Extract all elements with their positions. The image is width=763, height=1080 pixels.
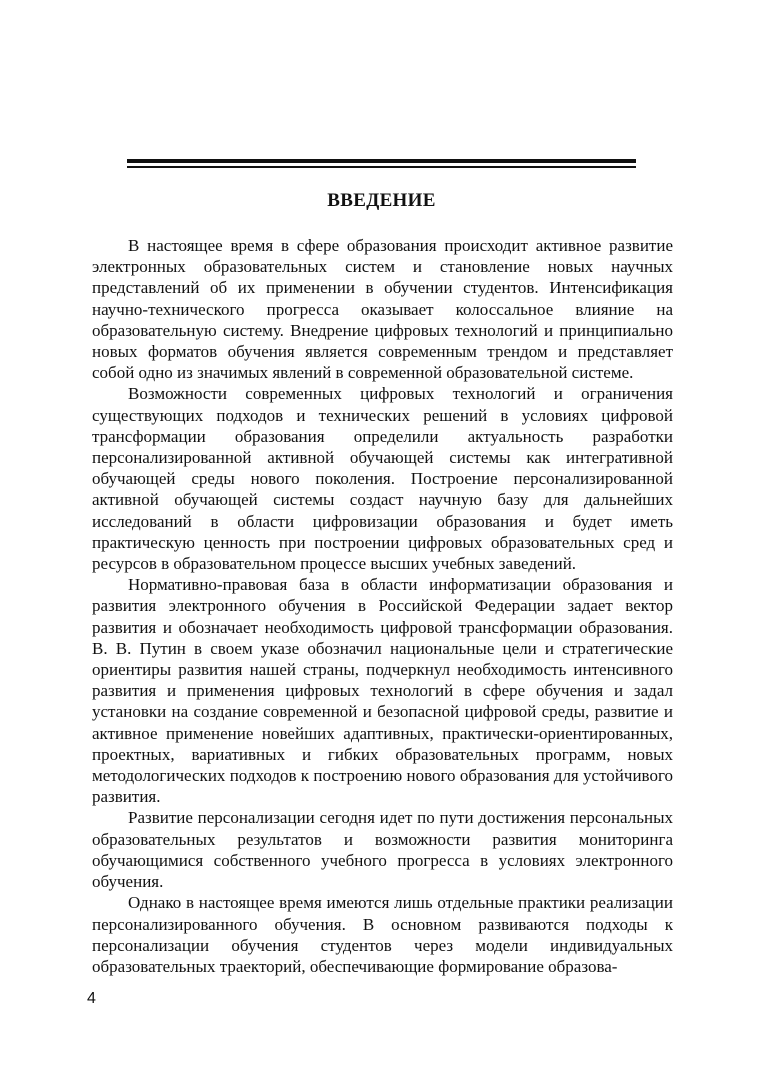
paragraph: Возможности современных цифровых технологий и ограничения существующих подходов и технических решений в условиях цифровой трансформации образования определили актуальность разработки персонализированной активной обучающей системы как интегративной обучающей среды нового поколения. Построение персонализированной активной обучающей системы создаст научную базу для дальнейших исследований в области цифровизации образования и будет иметь практическую ценность при построении цифровых образовательных сред и ресурсов в образовательном процессе высших учебных заведений. bbox=[92, 384, 673, 574]
paragraph: Нормативно-правовая база в области информатизации образования и развития электронного обучения в Российской Федерации задает вектор развития и обозначает необходимость цифровой трансформации образования. В. В. Путин в своем указе обозначил национальные цели и стратегические ориентиры развития нашей страны, подчеркнул необходимость интенсивного развития и применения цифровых технологий в сфере обучения и задал установки на создание современной и безопасной цифровой среды, развитие и активное применение новейших адаптивных, практически-ориентированных, проектных, вариативных и гибких образовательных программ, новых методологических подходов к построению нового образования для устойчивого развития. bbox=[92, 575, 673, 807]
header-rule-thick bbox=[127, 159, 636, 163]
paragraph: Однако в настоящее время имеются лишь отдельные практики реализации персонализированного обучения. В основном развиваются подходы к персонализации обучения студентов через модели индивидуальных образовательных траекторий, обеспечивающие формирование образова- bbox=[92, 893, 673, 976]
paragraph: В настоящее время в сфере образования происходит активное развитие электронных образовательных систем и становление новых научных представлений об их применении в обучении студентов. Интенсификация научно-технического прогресса оказывает колоссальное влияние на образовательную систему. Внедрение цифровых технологий и принципиально новых форматов обучения является современным трендом и представляет собой одно из значимых явлений в современной образовательной системе. bbox=[92, 236, 673, 383]
header-rule-thin bbox=[127, 166, 636, 168]
section-heading: ВВЕДЕНИЕ bbox=[327, 190, 436, 211]
body-text bbox=[92, 235, 673, 977]
paragraph: Развитие персонализации сегодня идет по пути достижения персональных образовательных результатов и возможности развития мониторинга обучающимися собственного учебного прогресса в условиях электронного обучения. bbox=[92, 808, 673, 892]
page-number: 4 bbox=[87, 990, 96, 1007]
